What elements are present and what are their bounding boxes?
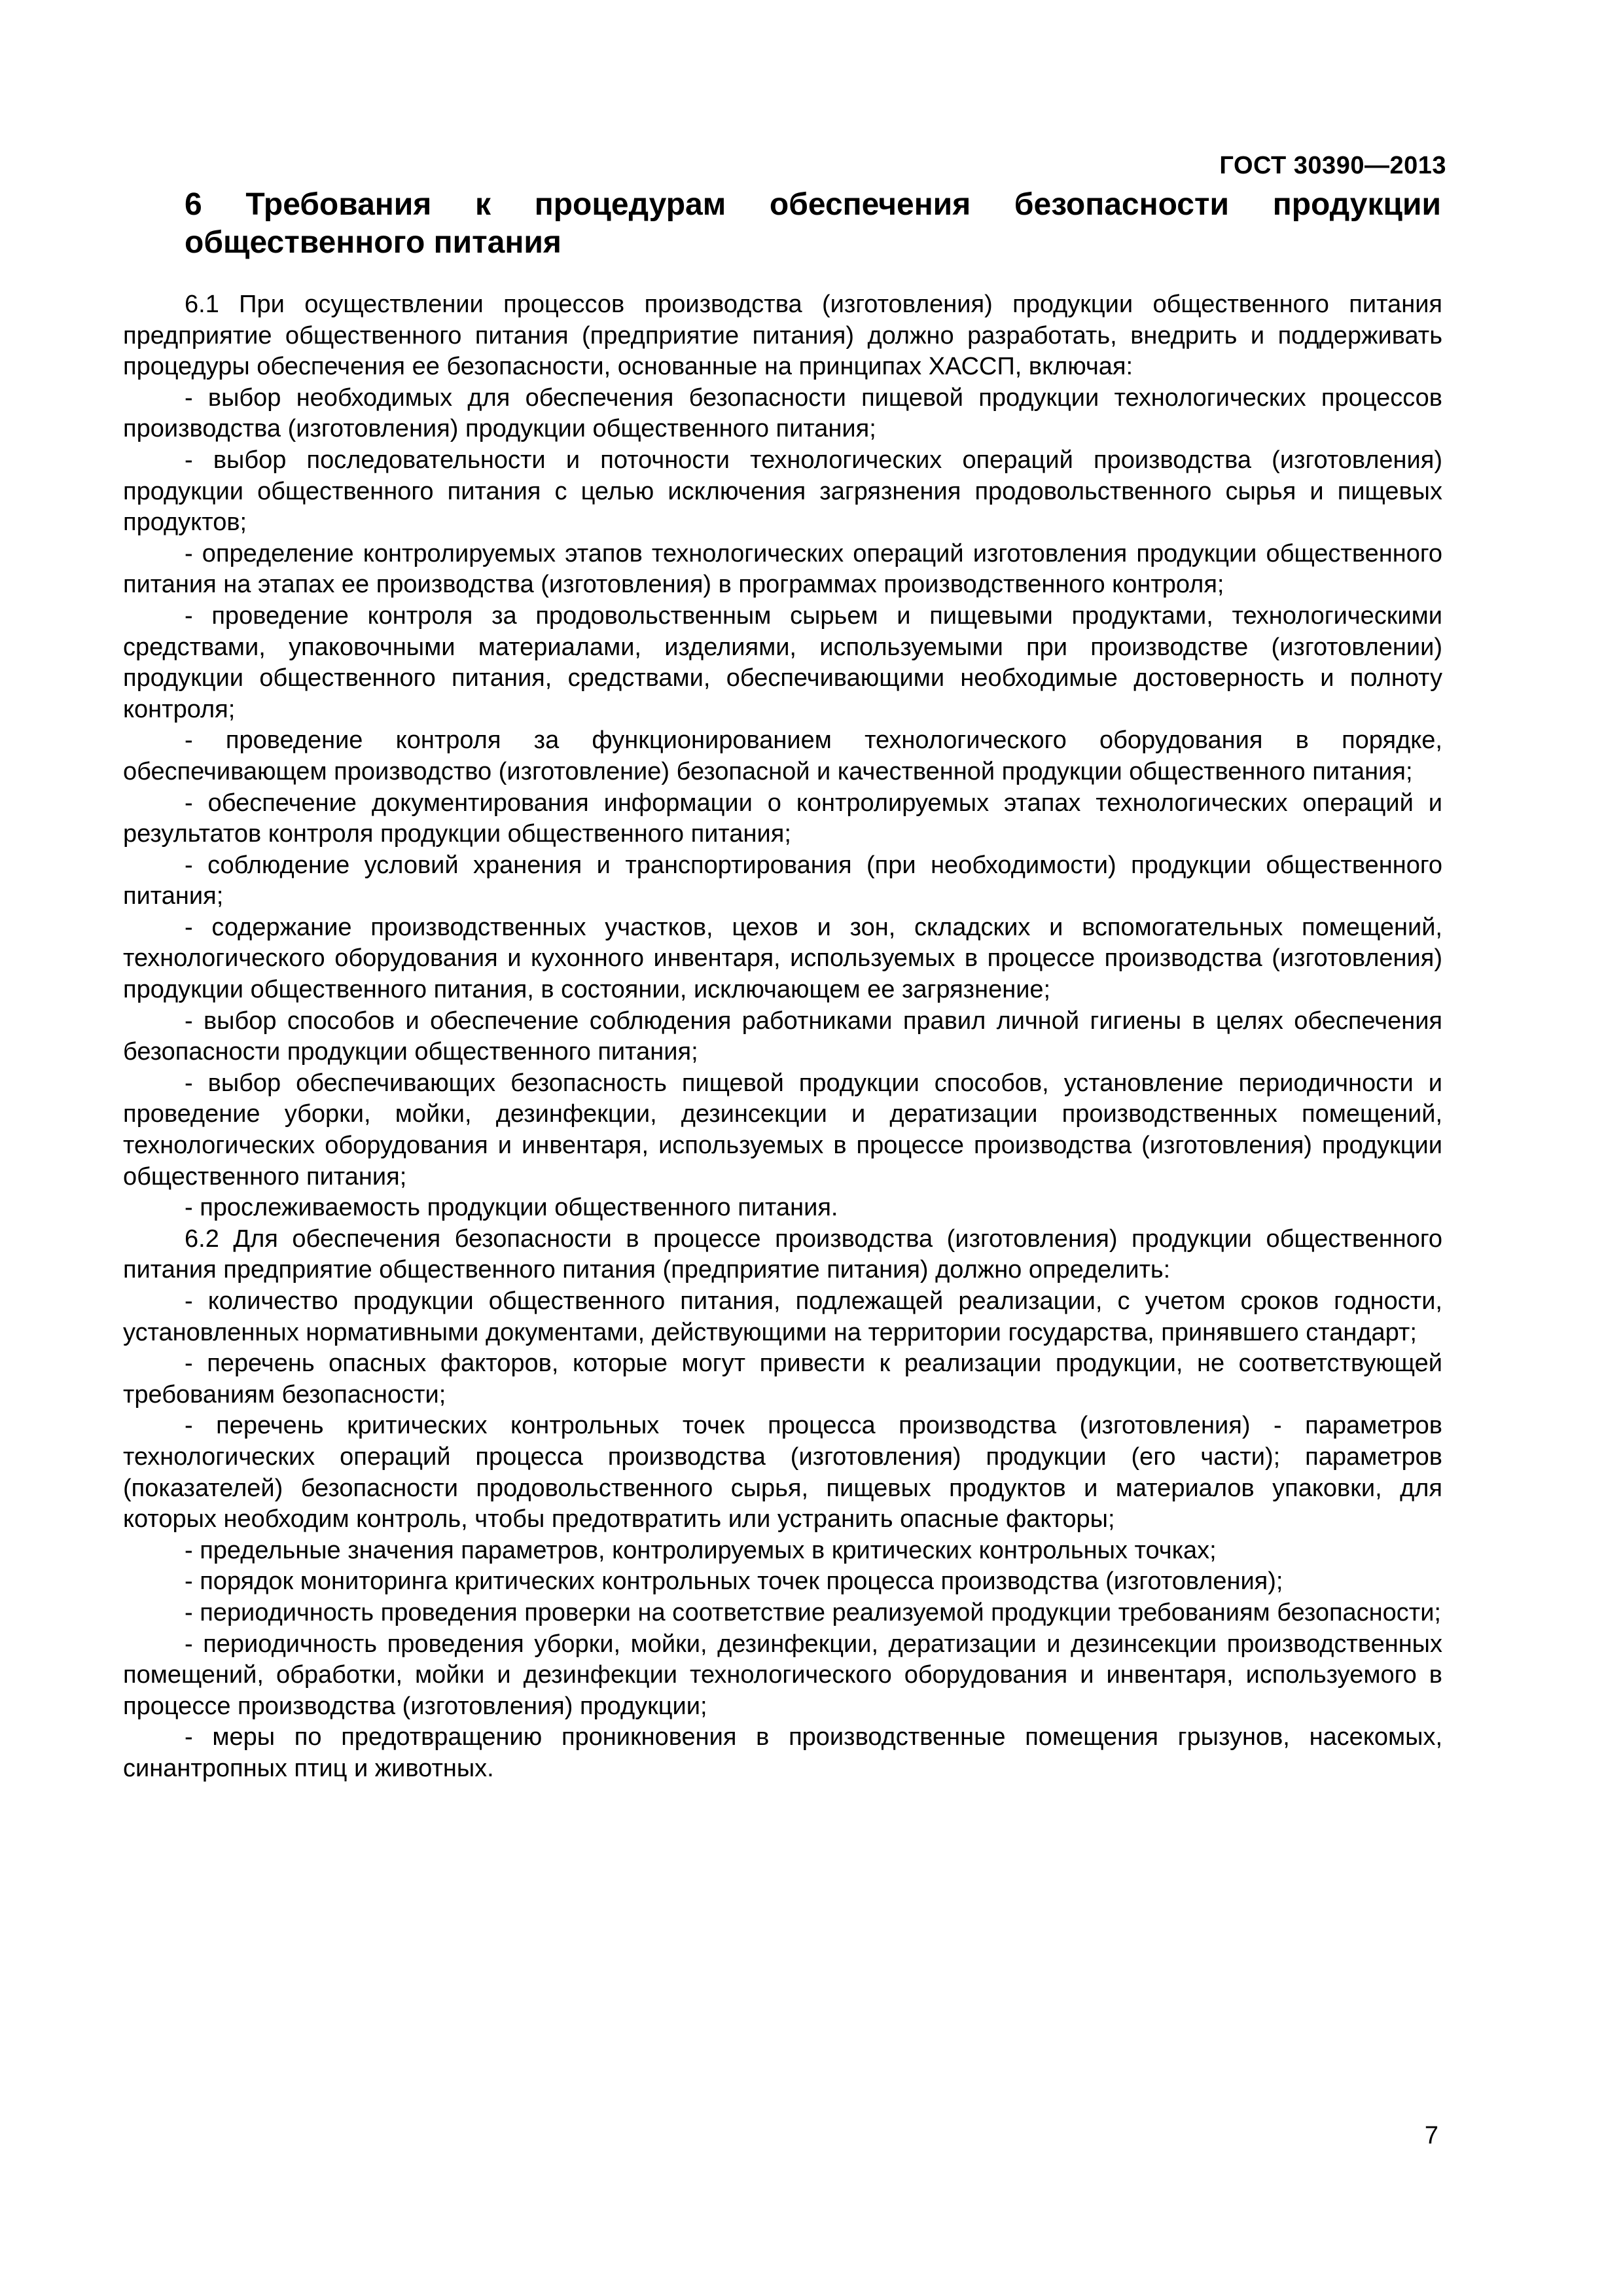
list-item: - выбор последовательности и поточности технологических операций производства (изготовления) продукции общественного питания с целью исключения загрязнения продовольственного сырья и пищевых продуктов; <box>123 446 1442 537</box>
list-item: - перечень опасных факторов, которые могут привести к реализации продукции, не соответствующей требованиям безопасности; <box>123 1350 1442 1408</box>
section-body <box>123 289 1442 1785</box>
list-item: - предельные значения параметров, контролируемых в критических контрольных точках; <box>185 1536 1217 1564</box>
list-item: - порядок мониторинга критических контрольных точек процесса производства (изготовления); <box>185 1568 1283 1596</box>
paragraph-6-1: 6.1 При осуществлении процессов производства (изготовления) продукции общественного питания предприятие общественного питания (предприятие питания) должно разработать, внедрить и поддерживать процедуры обеспечения ее безопасности, основанные на принципах ХАССП, включая: <box>123 291 1442 381</box>
list-item: - прослеживаемость продукции общественного питания. <box>185 1194 838 1222</box>
list-item: - выбор необходимых для обеспечения безопасности пищевой продукции технологических процессов производства (изготовления) продукции общественного питания; <box>123 384 1442 443</box>
list-item: - проведение контроля за продовольственным сырьем и пищевыми продуктами, технологическими средствами, упаковочными материалами, изделиями, используемыми при производстве (изготовлении) продукции общественного питания, средствами, обеспечивающими необходимые достоверность и полноту контроля; <box>123 601 1442 723</box>
list-item: - определение контролируемых этапов технологических операций изготовления продукции общественного питания на этапах ее производства (изготовления) в программах производственного контроля; <box>123 539 1442 599</box>
list-item: - обеспечение документирования информации о контролируемых этапах технологических операций и результатов контроля продукции общественного питания; <box>123 789 1442 848</box>
list-item: - соблюдение условий хранения и транспортирования (при необходимости) продукции общественного питания; <box>123 851 1442 910</box>
list-item: - выбор способов и обеспечение соблюдения работниками правил личной гигиены в целях обеспечения безопасности продукции общественного питания; <box>123 1007 1442 1066</box>
list-item: - количество продукции общественного питания, подлежащей реализации, с учетом сроков годности, установленных нормативными документами, действующими на территории государства, принявшего стандарт; <box>123 1287 1442 1346</box>
list-item: - периодичность проведения проверки на соответствие реализуемой продукции требованиям безопасности; <box>185 1598 1441 1626</box>
paragraph-6-2: 6.2 Для обеспечения безопасности в процессе производства (изготовления) продукции общественного питания предприятие общественного питания (предприятие питания) должно определить: <box>123 1225 1442 1284</box>
list-item: - меры по предотвращению проникновения в производственные помещения грызунов, насекомых, синантропных птиц и животных. <box>123 1723 1442 1782</box>
section-title: 6 Требования к процедурам обеспечения безопасности продукции общественного питания <box>185 187 1441 260</box>
list-item: - перечень критических контрольных точек процесса производства (изготовления) - параметров технологических операций процесса производства (изготовления) продукции (его части); параметров (показателей) безопасности продовольственного сырья, пищевых продуктов и материалов упаковки, для которых необходим контроль, чтобы предотвратить или устранить опасные факторы; <box>123 1412 1442 1534</box>
list-item: - проведение контроля за функционированием технологического оборудования в порядке, обеспечивающем производство (изготовление) безопасной и качественной продукции общественного питания; <box>123 726 1442 785</box>
page-number: 7 <box>1424 2122 1438 2149</box>
list-item: - выбор обеспечивающих безопасность пищевой продукции способов, установление периодичности и проведение уборки, мойки, дезинфекции, дезинсекции и дератизации производственных помещений, технологических оборудования и инвентаря, используемых в процессе производства (изготовления) продукции общественного питания; <box>123 1069 1442 1191</box>
document-code: ГОСТ 30390—2013 <box>1219 152 1446 179</box>
list-item: - содержание производственных участков, цехов и зон, складских и вспомогательных помещений, технологического оборудования и кухонного инвентаря, используемых в процессе производства (изготовления) продукции общественного питания, в состоянии, исключающем ее загрязнение; <box>123 913 1442 1004</box>
list-item: - периодичность проведения уборки, мойки, дезинфекции, дератизации и дезинсекции производственных помещений, обработки, мойки и дезинфекции технологического оборудования и инвентаря, используемого в процессе производства (изготовления) продукции; <box>123 1630 1442 1720</box>
